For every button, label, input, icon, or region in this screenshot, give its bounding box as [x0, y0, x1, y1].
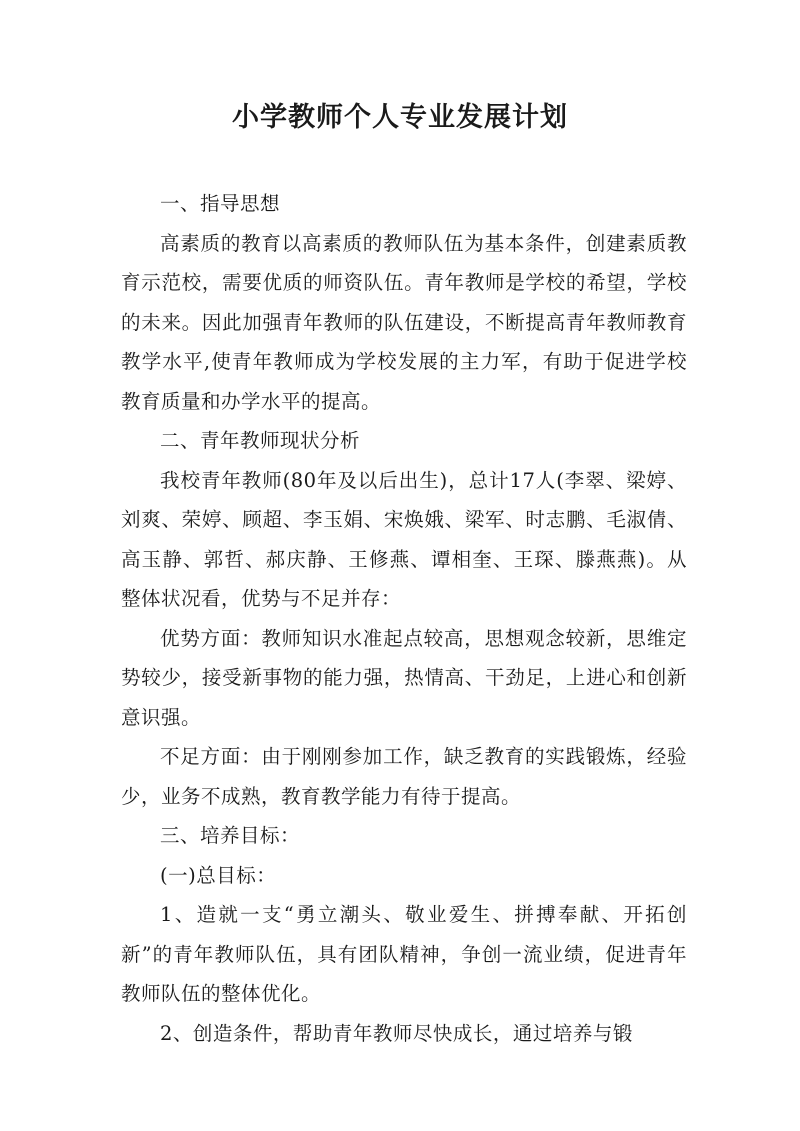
paragraph-teacher-list: 我校青年教师(80年及以后出生)，总计17人(李翠、梁婷、刘爽、荣婷、顾超、李玉娟、宋焕娥、梁军、时志鹏、毛淑倩、高玉静、郭哲、郝庆静、王修燕、谭相奎、王琛、滕燕燕)。从整体状况看，优势与不足并存：	[121, 468, 687, 610]
document-title: 小学教师个人专业发展计划	[232, 102, 568, 133]
paragraph-advantages: 优势方面：教师知识水准起点较高，思想观念较新，思维定势较少，接受新事物的能力强，热情高、干劲足，上进心和创新意识强。	[121, 626, 687, 729]
paragraph-goal-2: 2、创造条件，帮助青年教师尽快成长，通过培养与锻	[160, 1021, 633, 1045]
paragraph-shortcomings: 不足方面：由于刚刚参加工作，缺乏教育的实践锻炼，经验少，业务不成熟，教育教学能力有待于提高。	[121, 745, 687, 808]
section-heading-status-analysis: 二、青年教师现状分析	[160, 429, 361, 452]
document-body	[121, 184, 687, 1053]
subsection-heading-overall-goal: (一)总目标：	[160, 863, 277, 887]
paragraph-goal-1: 1、造就一支“勇立潮头、敬业爱生、拼搏奉献、开拓创新”的青年教师队伍，具有团队精神，争创一流业绩，促进青年教师队伍的整体优化。	[121, 903, 687, 1005]
paragraph-guiding-ideology: 高素质的教育以高素质的教师队伍为基本条件，创建素质教育示范校，需要优质的师资队伍。青年教师是学校的希望，学校的未来。因此加强青年教师的队伍建设，不断提高青年教师教育教学水平,使青年教师成为学校发展的主力军，有助于促进学校教育质量和办学水平的提高。	[121, 231, 687, 413]
section-heading-training-goals: 三、培养目标：	[160, 824, 301, 847]
section-heading-guiding-ideology: 一、指导思想	[160, 192, 281, 215]
